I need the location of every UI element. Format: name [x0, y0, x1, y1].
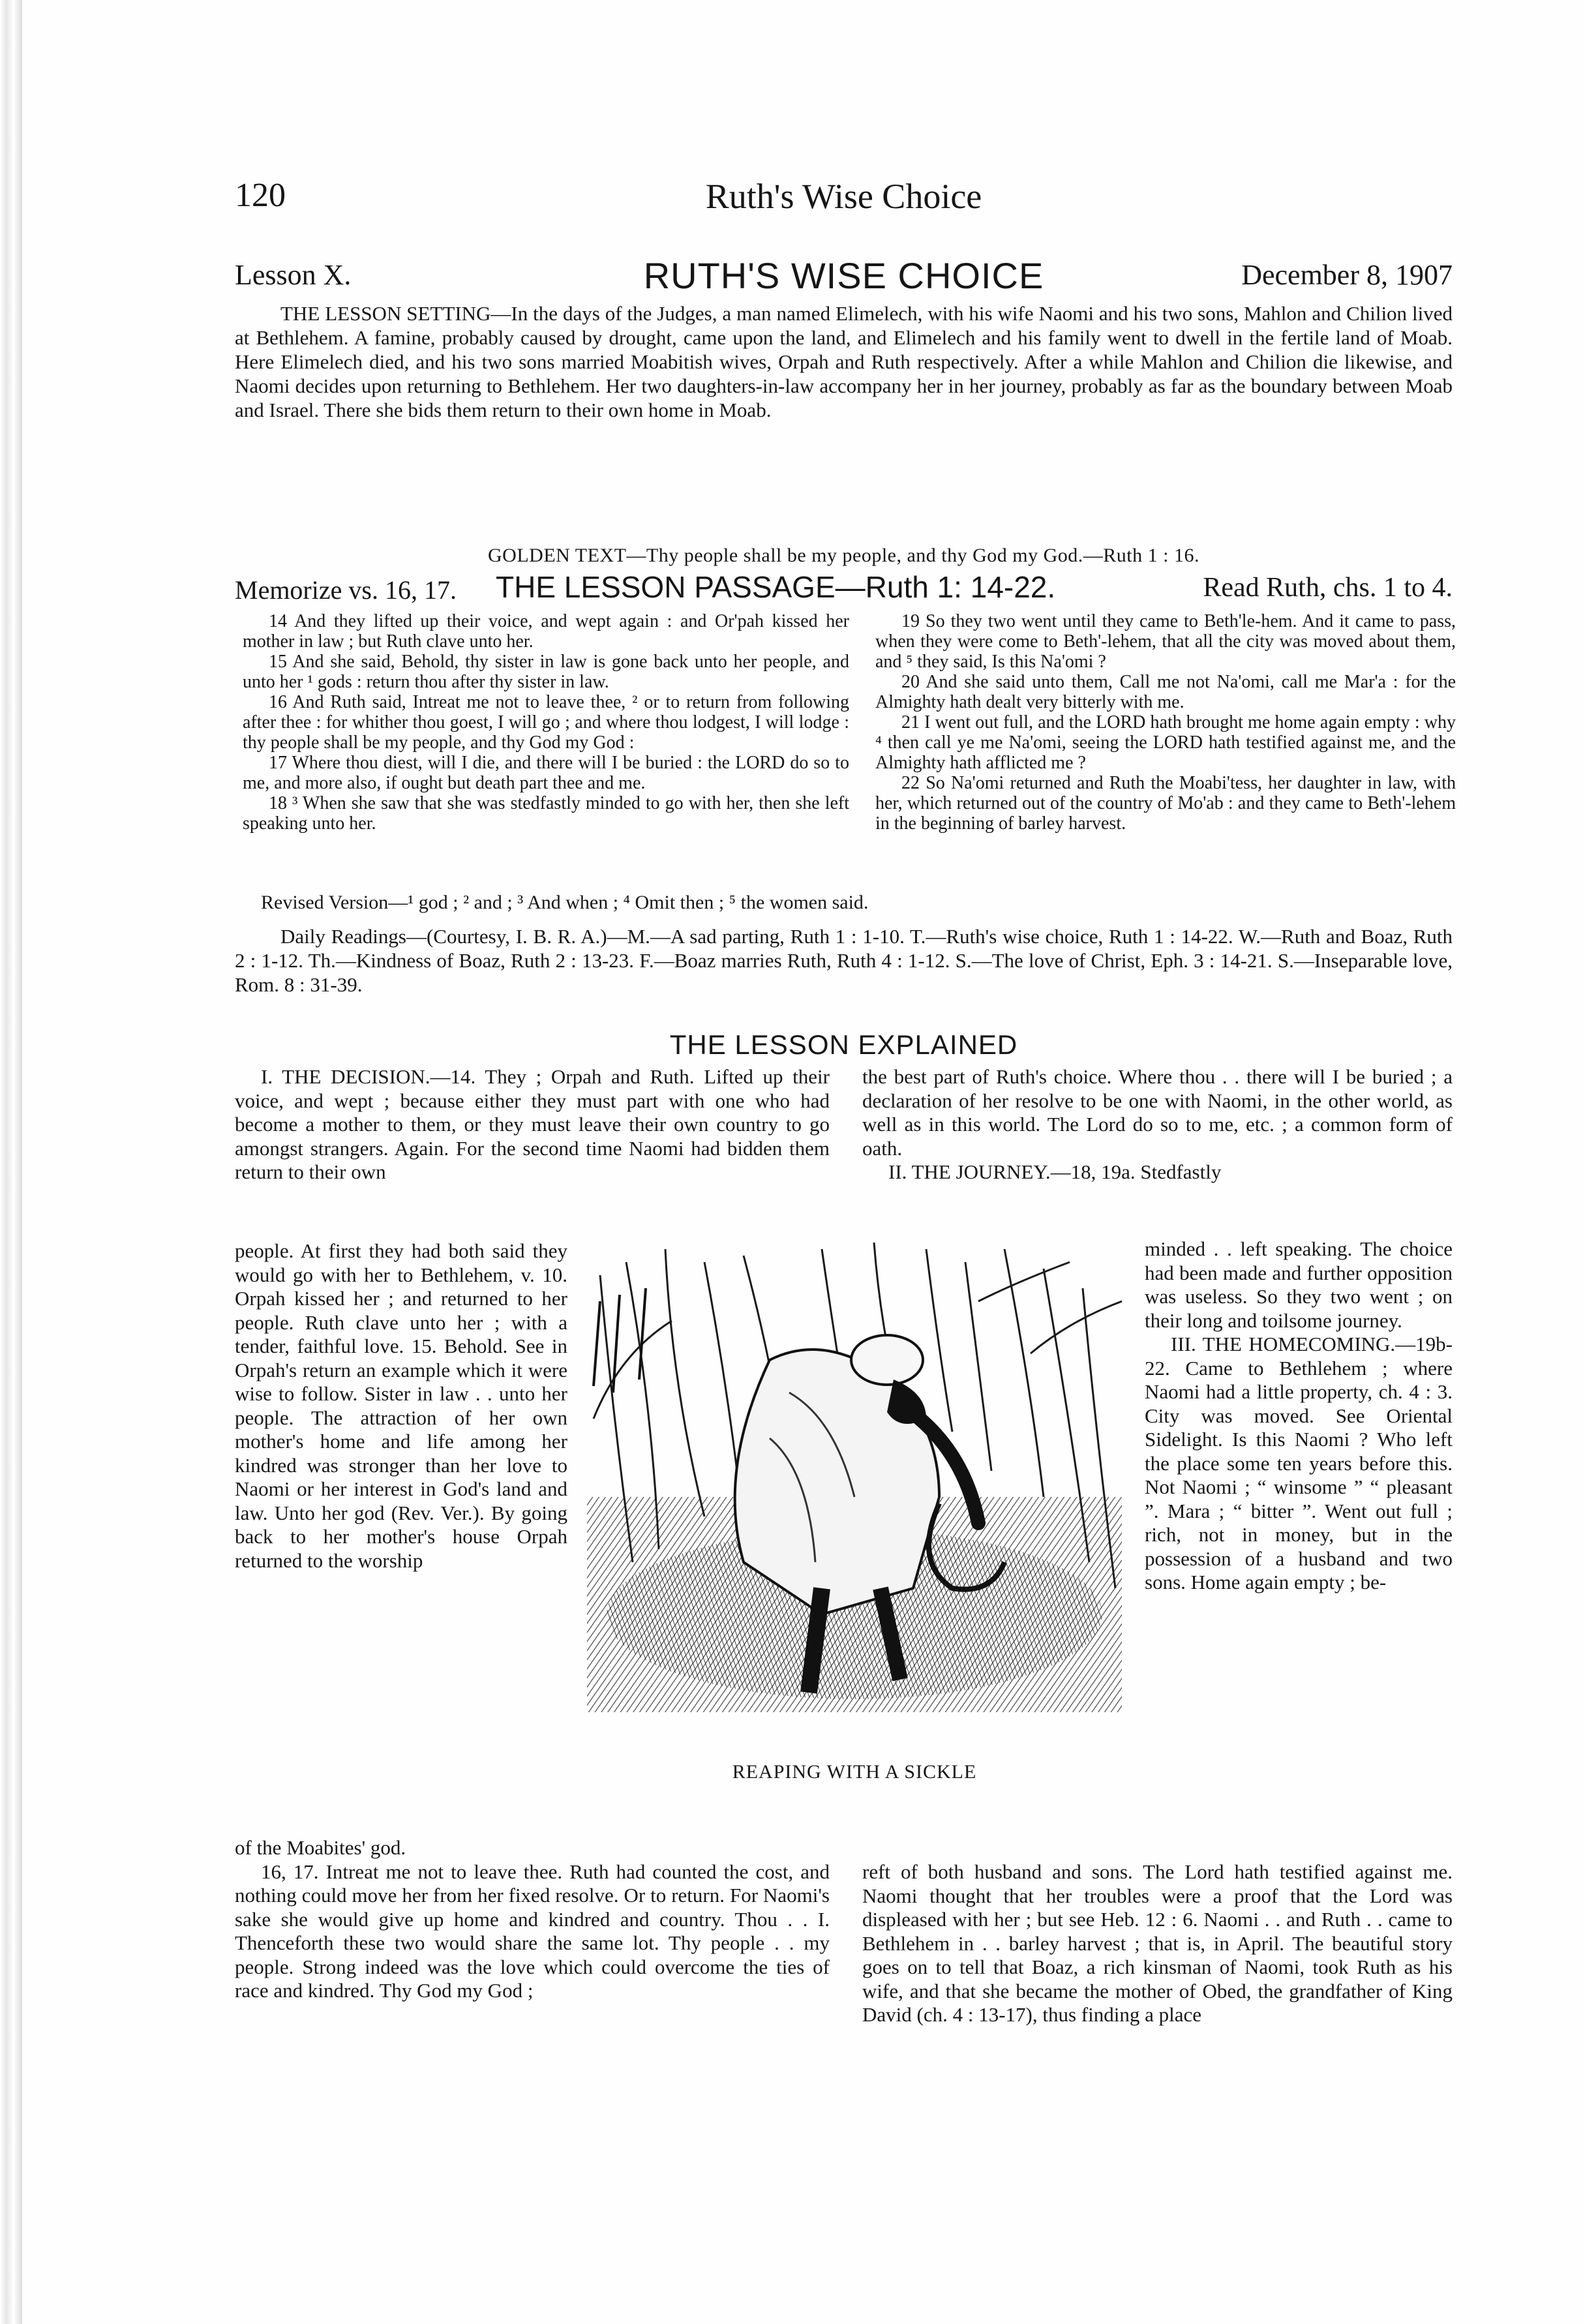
- scripture-verses-right: [875, 611, 1456, 834]
- running-header: [235, 176, 1453, 228]
- book-spine-edge: [0, 0, 22, 2324]
- lesson-setting: THE LESSON SETTING—In the days of the Judges, a man named Elimelech, with his wife Naomi and his two sons, Mahlon and Chilion lived at Bethlehem. A famine, probably caused by drought, came upon the land, and Elimelech and his family went to dwell in the fertile land of Moab. Here Elimelech died, and his two sons married Moabitish wives, Orpah and Ruth respectively. After a while Mahlon and Chilion die likewise, and Naomi decides upon returning to Bethlehem. Her two daughters-in-law accompany her in her journey, probably as far as the boundary between Moab and Israel. There she bids them return to their own home in Moab.: [235, 302, 1453, 421]
- explanation-left-bottom: [235, 1836, 830, 2003]
- daily-readings: Daily Readings—(Courtesy, I. B. R. A.)—M.—A sad parting, Ruth 1 : 1-10. T.—Ruth's wise choice, Ruth 1 : 14-22. W.—Ruth and Boaz, Ruth 2 : 1-12. Th.—Kindness of Boaz, Ruth 2 : 13-23. F.—Boaz marries Ruth, Ruth 4 : 1-12. S.—The love of Christ, Eph. 3 : 14-21. S.—Inseparable love, Rom. 8 : 31-39.: [235, 925, 1453, 996]
- verse: 19 So they two went until they came to Beth'le-hem. And it came to pass, when they were come to Beth'-lehem, that all the city was moved about them, and ⁵ they said, Is this Na'omi ?: [875, 611, 1456, 672]
- verse: 16 And Ruth said, Intreat me not to leave thee, ² or to return from following after thee : for whither thou goest, I will go ; and where thou lodgest, I will lodge : thy people shall be my people, and thy God my God :: [243, 692, 849, 753]
- lesson-explained-heading: THE LESSON EXPLAINED: [669, 1029, 1018, 1060]
- memorize-verses: Memorize vs. 16, 17.: [235, 575, 457, 605]
- journey-heading: II. THE JOURNEY.—18, 19a. Stedfastly: [888, 1160, 1222, 1183]
- verse: 15 And she said, Behold, thy sister in law is gone back unto her people, and unto her ¹ gods : return thou after thy sister in law.: [243, 652, 849, 692]
- explanation-paragraph: 16, 17. Intreat me not to leave thee. Ruth had counted the cost, and nothing could move her from her fixed resolve. Or to return. For Naomi's sake she would give up home and kindred and country. Thou . . I. Thenceforth these two would share the same lot. Thy people . . my people. Strong indeed was the love which could overcome the ties of race and kindred. Thy God my God ;: [235, 1860, 830, 2002]
- verse: 21 I went out full, and the LORD hath brought me home again empty : why ⁴ then call ye me Na'omi, seeing the LORD hath testified against me, and the Almighty hath afflicted me ?: [875, 712, 1456, 773]
- reaper-with-sickle-image: [574, 1223, 1135, 1745]
- explanation-right-narrow: [1145, 1237, 1453, 1595]
- explanation-line: of the Moabites' god.: [235, 1836, 406, 1859]
- read-chapters: Read Ruth, chs. 1 to 4.: [1203, 573, 1453, 603]
- explanation-right-bottom: reft of both husband and sons. The Lord hath testified against me. Naomi thought that her troubles were a proof that the Lord was displeased with her ; but see Heb. 12 : 6. Naomi . . and Ruth . . came to Bethlehem in . . barley harvest ; that is, in April. The beautiful story goes on to tell that Boaz, a rich kinsman of Naomi, took Ruth as his wife, and that she became the mother of Obed, the grandfather of King David (ch. 4 : 13-17), thus finding a place: [862, 1860, 1453, 2026]
- verse: 20 And she said unto them, Call me not Na'omi, call me Mar'a : for the Almighty hath dealt very bitterly with me.: [875, 672, 1456, 712]
- explanation-paragraph: minded . . left speaking. The choice had been made and further opposition was useless. So they two went ; on their long and toilsome journey.: [1145, 1237, 1453, 1332]
- explanation-left-top: I. THE DECISION.—14. They ; Orpah and Ruth. Lifted up their voice, and wept ; because either they must part with one who had become a mother to them, or they must leave their own country to go amongst strangers. Again. For the second time Naomi had bidden them return to their own: [235, 1065, 830, 1183]
- scripture-verses-left: [243, 611, 849, 834]
- page-number: 120: [235, 177, 286, 214]
- lesson-passage-row: [235, 569, 1453, 609]
- verse: 17 Where thou diest, will I die, and there will I be buried : the LORD do so to me, and more also, if ought but death part thee and me.: [243, 753, 849, 793]
- running-title: Ruth's Wise Choice: [705, 177, 982, 216]
- verse: 22 So Na'omi returned and Ruth the Moabi'tess, her daughter in law, with her, which returned out of the country of Mo'ab : and they came to Beth'-lehem in the beginning of barley harvest.: [875, 773, 1456, 834]
- lesson-title: RUTH'S WISE CHOICE: [643, 255, 1044, 296]
- explanation-left-narrow: people. At first they had both said they would go with her to Bethlehem, v. 10. Orpah kissed her ; and returned to her people. Ruth clave unto her ; with a tender, faithful love. 15. Behold. See in Orpah's return an example which it were wise to follow. Sister in law . . unto her people. The attraction of her own mother's home and life among her kindred was stronger than her love to Naomi or her interest in God's land and law. Unto her god (Rev. Ver.). By going back to her mother's house Orpah returned to the worship: [235, 1239, 567, 1572]
- lesson-date: December 8, 1907: [1241, 259, 1453, 291]
- verse: 14 And they lifted up their voice, and wept again : and Or'pah kissed her mother in law ; but Ruth clave unto her.: [243, 611, 849, 652]
- explanation-paragraph: the best part of Ruth's choice. Where thou . . there will I be buried ; a declaration of her resolve to be one with Naomi, in the other world, as well as in this world. The Lord do so to me, etc. ; a common form of oath.: [862, 1065, 1453, 1160]
- lesson-title-row: [235, 254, 1453, 300]
- revised-version-notes: Revised Version—¹ god ; ² and ; ³ And when ; ⁴ Omit then ; ⁵ the women said.: [261, 892, 869, 913]
- explanation-right-top: [862, 1065, 1453, 1185]
- lesson-number: Lesson X.: [235, 259, 352, 291]
- reaping-illustration: [574, 1223, 1135, 1745]
- verse: 18 ³ When she saw that she was stedfastly minded to go with her, then she left speaking unto her.: [243, 793, 849, 834]
- illustration-caption: REAPING WITH A SICKLE: [732, 1761, 977, 1783]
- homecoming-paragraph: III. THE HOMECOMING.—19b-22. Came to Bethlehem ; where Naomi had a little property, ch. 4 : 3. City was moved. See Oriental Sidelight. Is this Naomi ? Who left the place some ten years before this. Not Naomi ; “ winsome ” “ pleasant ”. Mara ; “ bitter ”. Went out full ; rich, not in money, but in the possession of a husband and two sons. Home again empty ; be-: [1145, 1333, 1453, 1593]
- golden-text: GOLDEN TEXT—Thy people shall be my people, and thy God my God.—Ruth 1 : 16.: [488, 545, 1199, 566]
- lesson-passage-title: THE LESSON PASSAGE—Ruth 1: 14-22.: [496, 570, 1056, 604]
